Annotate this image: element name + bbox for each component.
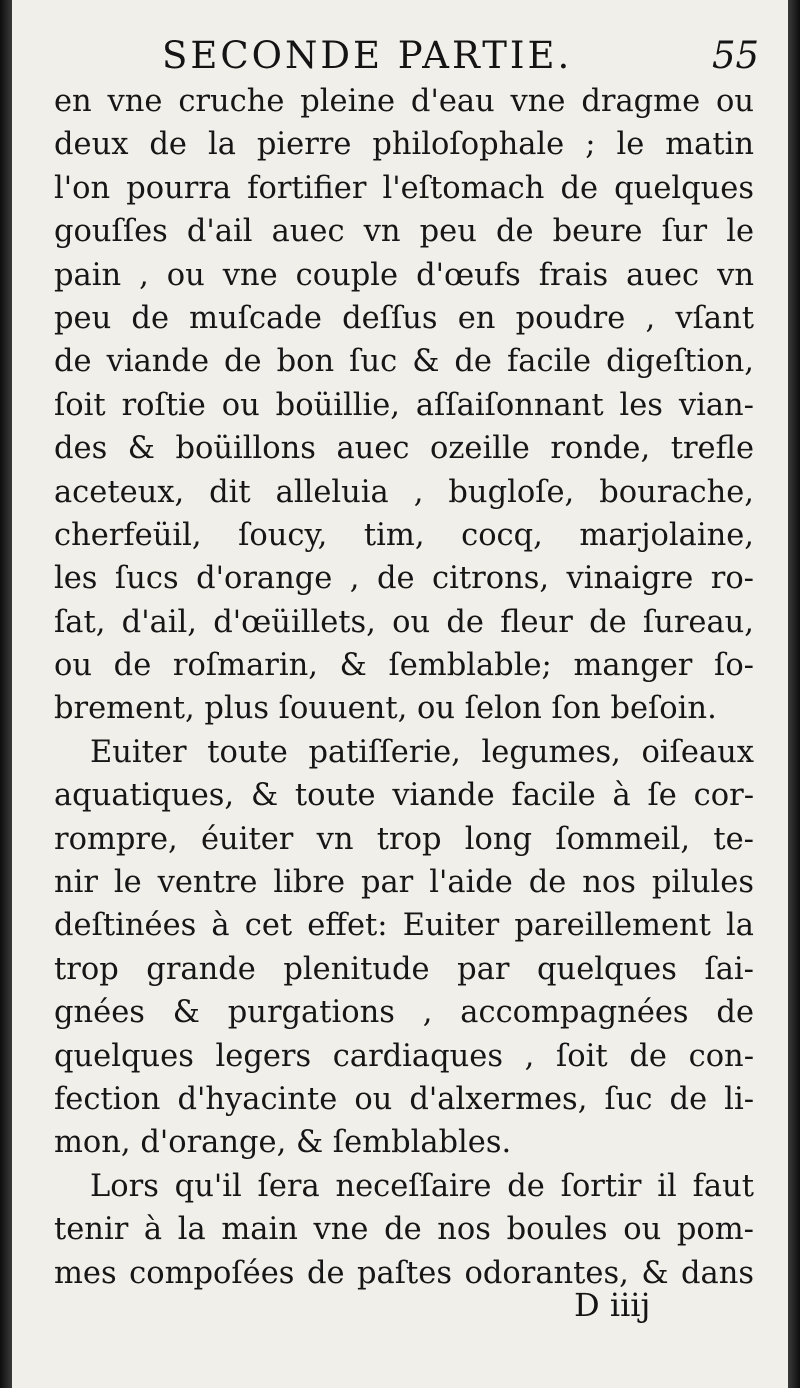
text-line: quelques legers cardiaques , ſoit de con-	[54, 1038, 754, 1074]
text-line: fection d'hyacinte ou d'alxermes, ſuc de li-	[54, 1081, 754, 1117]
text-line: l'on pourra fortifier l'eſtomach de quelques	[54, 170, 754, 206]
signature-mark: D iiij	[574, 1286, 651, 1324]
text-line: brement, plus ſouuent, ou ſelon ſon beſoin.	[54, 691, 717, 727]
running-head: SECONDE PARTIE.	[162, 34, 573, 77]
right-page-edge	[788, 0, 800, 1388]
text-line: de viande de bon ſuc & de facile digeſtion,	[54, 344, 754, 380]
text-line: deſtinées à cet effet: Euiter pareillement la	[54, 908, 754, 944]
page-header	[12, 34, 788, 86]
text-line: Lors qu'il ſera neceſſaire de ſortir il faut	[90, 1168, 754, 1204]
text-line: mon, d'orange, & ſemblables.	[54, 1125, 512, 1161]
text-line: nir le ventre libre par l'aide de nos pilules	[54, 865, 754, 901]
text-line: rompre, éuiter vn trop long ſommeil, te-	[54, 821, 754, 857]
text-line: aceteux, dit alleluia , bugloſe, bourache,	[54, 474, 754, 510]
body-text	[54, 80, 754, 1295]
text-line: en vne cruche pleine d'eau vne dragme ou	[54, 84, 754, 119]
text-line: Euiter toute patiſſerie, legumes, oiſeaux	[90, 734, 754, 770]
left-page-edge	[0, 0, 12, 1388]
text-line: gnées & purgations , accompagnées de	[54, 995, 754, 1031]
text-line: ſoit roſtie ou boüillie, aſſaiſonnant les vian-	[54, 387, 754, 423]
page-number: 55	[712, 34, 760, 77]
text-line: gouſſes d'ail auec vn peu de beure ſur le	[54, 214, 754, 250]
text-line: cherfeüil, ſoucy, tim, cocq, marjolaine,	[54, 517, 754, 553]
text-line: tenir à la main vne de nos boules ou pom-	[54, 1212, 754, 1248]
text-line: deux de la pierre philoſophale ; le matin	[54, 127, 754, 163]
text-line: peu de muſcade deſſus en poudre , vſant	[54, 300, 754, 336]
text-line: des & boüillons auec ozeille ronde, trefle	[54, 431, 754, 467]
text-line: ſat, d'ail, d'œüillets, ou de fleur de ſureau,	[54, 604, 754, 640]
text-line: aquatiques, & toute viande facile à ſe cor-	[54, 778, 754, 814]
text-line: les ſucs d'orange , de citrons, vinaigre ro-	[54, 561, 754, 597]
text-line: pain , ou vne couple d'œufs frais auec vn	[54, 257, 754, 293]
book-page	[12, 0, 788, 1388]
text-line: mes compoſées de paſtes odorantes, & dans	[54, 1255, 754, 1291]
text-line: ou de roſmarin, & ſemblable; manger ſo-	[54, 648, 754, 684]
text-line: trop grande plenitude par quelques ſai-	[54, 951, 754, 987]
